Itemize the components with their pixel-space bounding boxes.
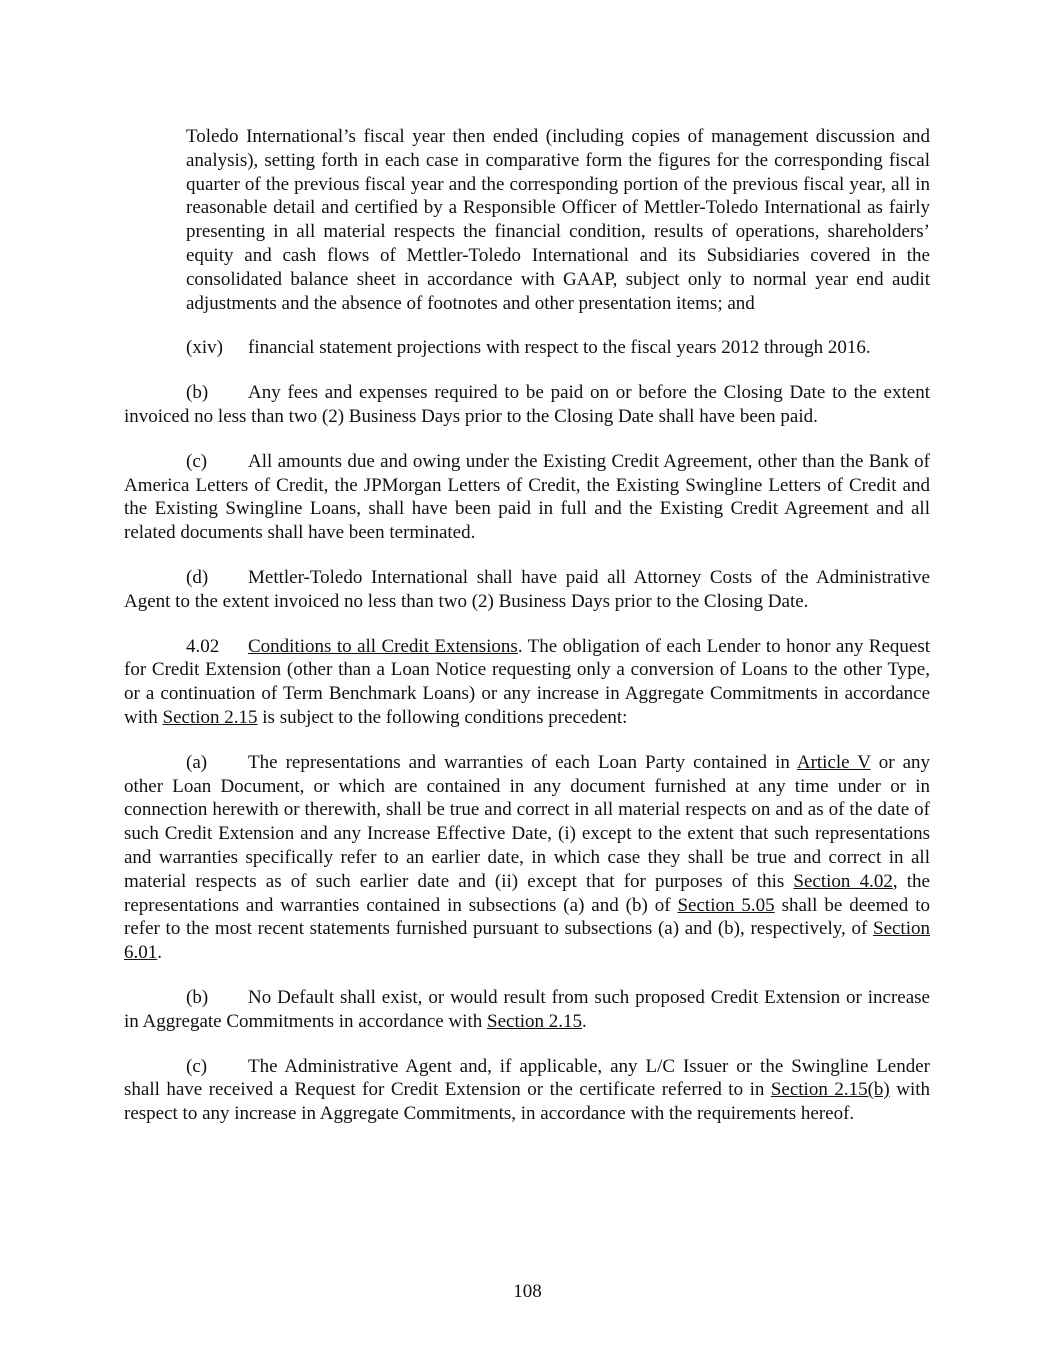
section-4-02-link[interactable]: Section 4.02 [793,870,893,892]
paragraph-text: Toledo International’s fiscal year then ended (including copies of management discussion and analysis), setting forth in each case in comparative form the figures for the corresponding fiscal quarter of the previous fiscal year and the corresponding portion of the previous fiscal year, all in reasonable detail and certified by a Responsible Officer of Mettler-Toledo International as fairly presenting in all material respects the financial condition, results of operations, shareholders’ equity and cash flows of Mettler-Toledo International and its Subsidiaries covered in the consolidated balance sheet in accordance with GAAP, subject only to normal year end audit adjustments and the absence of footnotes and other presentation items; and [186,126,930,314]
paragraph-text: . [157,942,162,964]
paragraph-text: with respect to any increase in Aggregate Commitments, in accordance with the requirements hereof. [124,1079,931,1125]
paragraph-fiscal-quarter-continuation [186,125,930,315]
paragraph-text: The Administrative Agent and, if applicable, any L/C Issuer or the Swingline Lender shall have received a Request for Credit Extension or the certificate referred to in [124,1055,930,1101]
paragraph-text: No Default shall exist, or would result from such proposed Credit Extension or increase in Aggregate Commitments in accordance with [124,986,930,1032]
paragraph-text: , the representations and warranties contained in subsections (a) and (b) of [124,870,930,916]
paragraph-a-representations [124,751,930,965]
paragraph-text: The representations and warranties of each Loan Party contained in [248,751,797,773]
clause-marker: (b) [186,986,209,1008]
paragraph-b-no-default [124,986,930,1034]
clause-marker: (c) [186,1055,208,1077]
paragraph-text: Any fees and expenses required to be paid on or before the Closing Date to the extent invoiced no less than two (2) Business Days prior to the Closing Date shall have been paid. [124,382,930,427]
paragraph-c-request-received [124,1055,930,1126]
section-4-02 [124,635,930,730]
paragraph-text: . [582,1010,587,1032]
section-2-15-link[interactable]: Section 2.15 [487,1010,583,1032]
paragraph-text: is subject to the following conditions precedent: [257,706,628,728]
clause-marker: (d) [186,566,209,588]
section-2-15-b-link[interactable]: Section 2.15(b) [770,1079,890,1101]
section-5-05-link[interactable]: Section 5.05 [677,894,775,916]
paragraph-text: shall be deemed to refer to the most recent statements furnished pursuant to subsections (a) and (b), respectively, of [124,894,930,940]
clause-marker: (a) [186,751,208,773]
page-number: 108 [513,1281,542,1302]
paragraph-d-attorney-costs [124,566,930,614]
paragraph-text: . The obligation of each Lender to honor any Request for Credit Extension (other than a Loan Notice requesting only a conversion of Loans to the other Type, or a continuation of Term Benchmark Loans) or any increase in Aggregate Commitments in accordance with [124,635,930,728]
section-heading-conditions: Conditions to all Credit Extensions [248,635,518,657]
paragraph-xiv-projections [124,336,930,360]
document-page [124,125,930,1147]
section-number: 4.02 [186,635,220,657]
article-v-link[interactable]: Article V [796,751,871,773]
clause-marker: (xiv) [186,337,223,359]
paragraph-text: All amounts due and owing under the Existing Credit Agreement, other than the Bank of America Letters of Credit, the JPMorgan Letters of Credit, the Existing Swingline Letters of Credit and the Existing Swingline Loans, shall have been paid in full and the Existing Credit Agreement and all related documents shall have been terminated. [124,450,930,544]
paragraph-text: financial statement projections with respect to the fiscal years 2012 through 2016. [248,337,871,359]
clause-marker: (c) [186,450,208,472]
section-2-15-link[interactable]: Section 2.15 [162,706,258,728]
paragraph-text: or any other Loan Document, or which are contained in any document furnished at any time under or in connection herewith or therewith, shall be true and correct in all material respects on and as of the date of such Credit Extension and any Increase Effective Date, (i) except to the extent that such representations and warranties specifically refer to an earlier date, in which case they shall be true and correct in all material respects as of such earlier date and (ii) except that for purposes of this [124,751,931,892]
paragraph-text: Mettler-Toledo International shall have paid all Attorney Costs of the Administrative Agent to the extent invoiced no less than two (2) Business Days prior to the Closing Date. [124,566,930,612]
clause-marker: (b) [186,382,209,404]
section-6-01-link[interactable]: Section 6.01 [124,918,930,964]
paragraph-c-existing-credit [124,450,930,545]
paragraph-b-fees [124,381,930,429]
